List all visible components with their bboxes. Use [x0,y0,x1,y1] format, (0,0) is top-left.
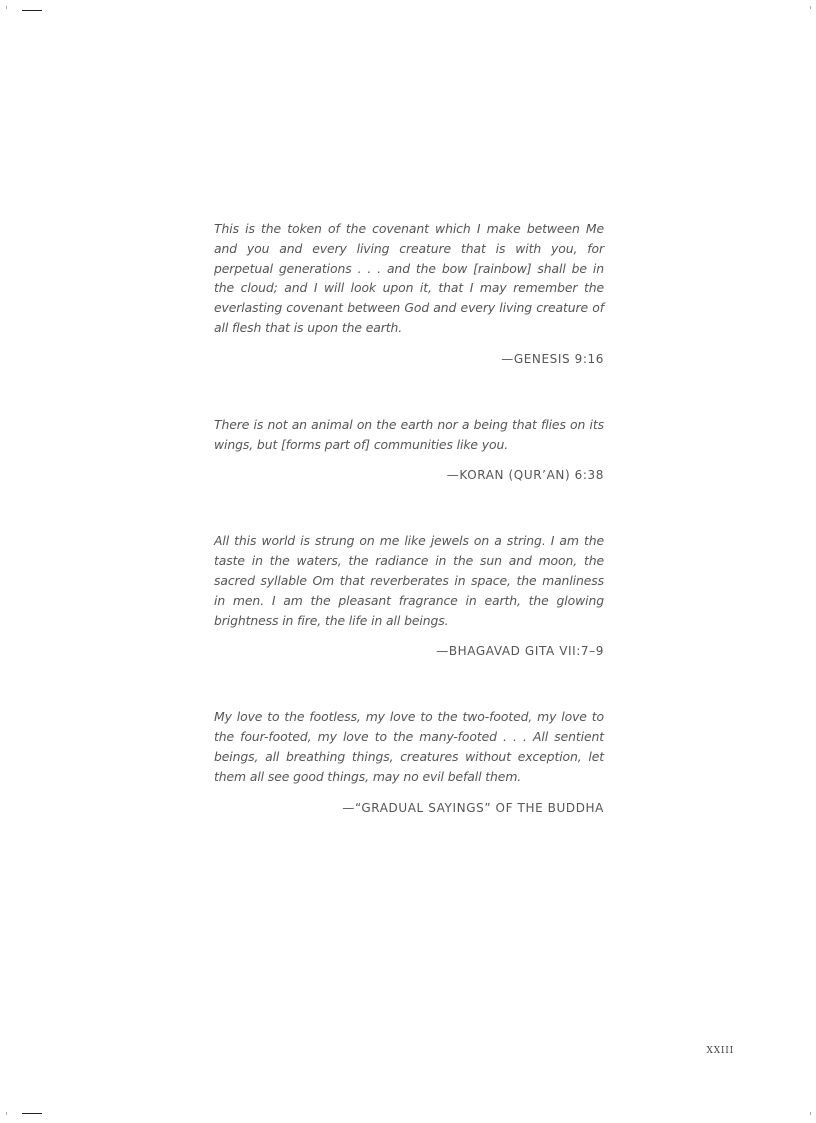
epigraph-list [214,219,604,816]
epigraph-attribution: —KORAN (QUR’AN) 6:38 [446,468,604,483]
epigraph-attribution: —GENESIS 9:16 [501,351,604,366]
crop-mark-top-left [22,10,42,11]
epigraph-genesis [214,219,604,367]
registration-dot-bottom-left [6,1112,7,1115]
registration-dot-bottom-right [810,1112,811,1115]
epigraph-koran [214,415,604,484]
epigraph-quote: This is the token of the covenant which I make between Me and you and every living creature that is with you, for perpetual generations . . . and the bow [rainbow] shall be in the cloud; and I will look upon it, that I may remember the everlasting covenant between God and every living creature of all flesh that is upon the earth. [214,221,604,335]
crop-mark-bottom-left [22,1113,42,1114]
epigraph-quote: My love to the footless, my love to the two-footed, my love to the four-footed, my love to the many-footed . . . All sentient beings, all breathing things, creatures without exception, let them all see good things, may no evil befall them. [214,709,604,784]
epigraph-bhagavad-gita [214,531,604,659]
page-number: XXIII [706,1046,734,1056]
epigraph-buddha [214,707,604,815]
epigraph-quote: There is not an animal on the earth nor a being that flies on its wings, but [forms part of] communities like you. [214,416,604,452]
registration-dot-top-left [6,6,7,9]
epigraph-quote: All this world is strung on me like jewels on a string. I am the taste in the waters, the radiance in the sun and moon, the sacred syllable Om that reverberates in space, the manliness in men. I am the pleasant fragrance in earth, the glowing brightness in fire, the life in all beings. [214,533,604,628]
epigraph-attribution: —BHAGAVAD GITA VII:7–9 [436,644,604,659]
registration-dot-top-right [810,6,811,9]
epigraph-attribution: —“GRADUAL SAYINGS” OF THE BUDDHA [342,800,604,815]
